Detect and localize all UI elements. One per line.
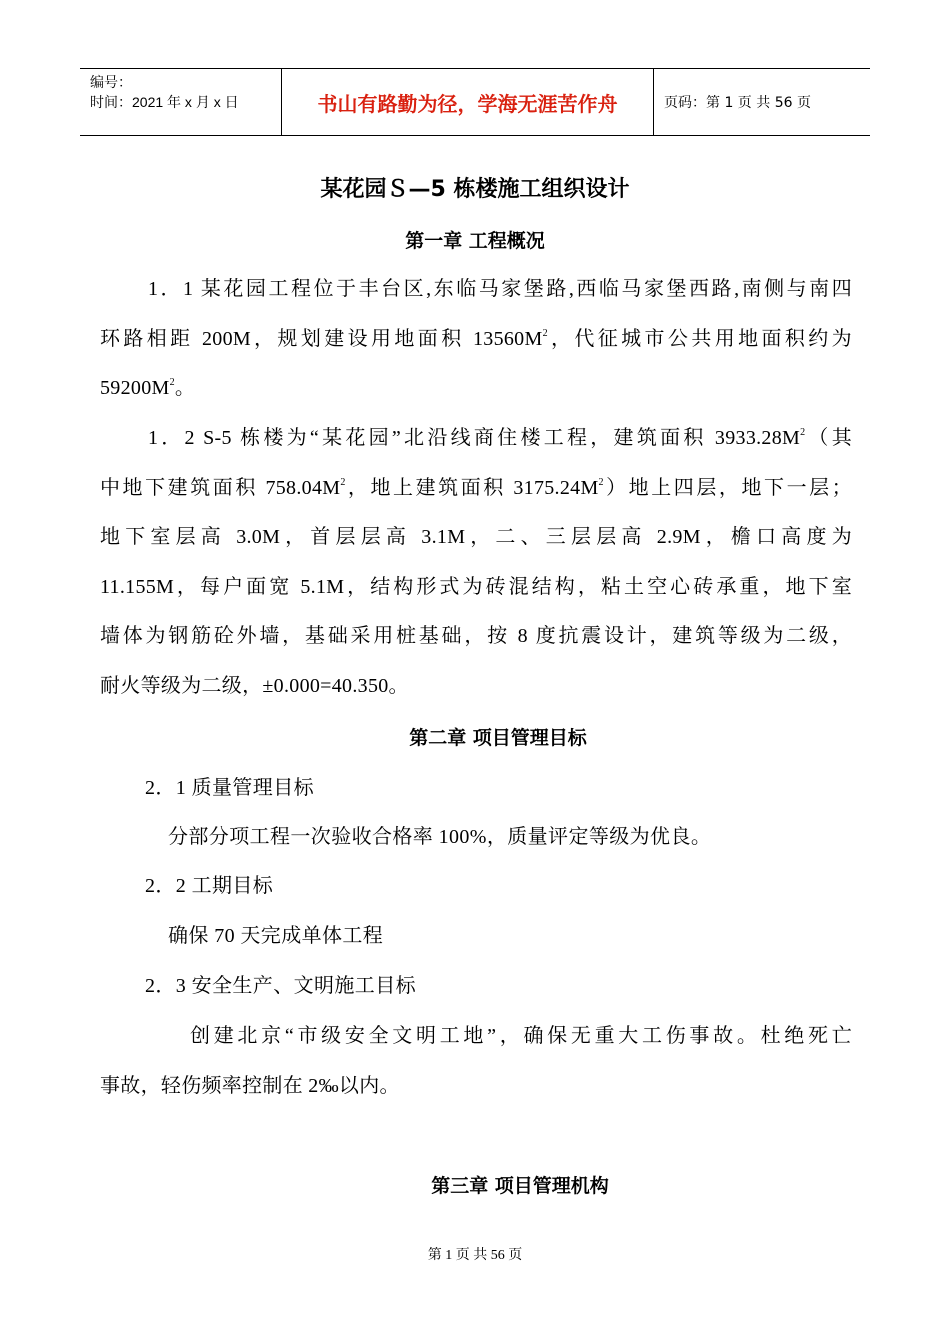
paragraph-line: 地下室层高 3.0M，首层层高 3.1M，二、三层层高 2.9M，檐口高度为 (100, 526, 852, 548)
section-2-3-heading: 2．3 安全生产、文明施工目标 (145, 975, 416, 997)
paragraph-line: 耐火等级为二级，±0.000=40.350。 (100, 674, 409, 697)
paragraph-line (100, 414, 852, 464)
chapter-2-title: 第二章 项目管理目标 (409, 727, 587, 749)
document-number-label: 编号： (90, 74, 132, 90)
chapter-3-title: 第三章 项目管理机构 (431, 1175, 609, 1197)
paragraph-line (100, 364, 852, 414)
text-run: 中地下建筑面积 758.04M (100, 476, 341, 499)
text-run: 。 (174, 377, 196, 399)
text-run: ，代征城市公共用地面积约为 (547, 327, 852, 350)
paragraph-line: 11.155M，每户面宽 5.1M，结构形式为砖混结构，粘土空心砖承重，地下室 (100, 575, 852, 598)
header-meta (80, 69, 282, 135)
text-run: 1．2 S-5 栋楼为“某花园”北沿线商住楼工程，建筑面积 3933.28M (148, 427, 801, 449)
paragraph-line: 事故，轻伤频率控制在 2‰以内。 (100, 1074, 400, 1097)
superscript: 2 (169, 377, 175, 388)
header-motto: 书山有路勤为径，学海无涯苦作舟 (282, 69, 654, 135)
superscript: 2 (598, 476, 604, 488)
paragraph-line: 墙体为钢筋砼外墙，基础采用桩基础，按 8 度抗震设计，建筑等级为二级， (100, 625, 852, 647)
header-page-info: 页码：第 1 页 共 56 页 (664, 95, 811, 111)
text-run: ）地上四层，地下一层； (603, 476, 852, 499)
text-run: 环路相距 200M，规划建设用地面积 13560M (100, 327, 543, 350)
paragraph-line (100, 315, 852, 365)
paragraph-line (100, 464, 852, 514)
superscript: 2 (340, 476, 346, 488)
chapter-1-title: 第一章 工程概况 (405, 230, 545, 252)
document-title: 某花园Ｓ—5 栋楼施工组织设计 (320, 177, 630, 202)
chapter-1-paragraph-1 (100, 265, 852, 414)
page-footer: 第 1 页 共 56 页 (427, 1248, 523, 1263)
section-2-2-heading: 2．2 工期目标 (145, 875, 274, 897)
paragraph-line: 创建北京“市级安全文明工地”，确保无重大工伤事故。杜绝死亡 (190, 1025, 852, 1047)
superscript: 2 (800, 427, 806, 438)
chapter-1-paragraph-2 (100, 414, 852, 711)
section-2-2-text: 确保 70 天完成单体工程 (168, 925, 384, 947)
page-header (80, 68, 870, 136)
section-2-3-text (100, 1012, 852, 1111)
document-date-label: 时间：2021 年 x 月 x 日 (90, 94, 239, 110)
text-run: 59200M (100, 377, 170, 399)
superscript: 2 (542, 327, 548, 339)
paragraph-line: 1．1 某花园工程位于丰台区,东临马家堡路,西临马家堡西路,南侧与南四 (148, 278, 852, 300)
section-2-1-heading: 2．1 质量管理目标 (145, 777, 314, 799)
text-run: （其 (805, 427, 852, 449)
text-run: ，地上建筑面积 3175.24M (345, 476, 599, 499)
section-2-1-text: 分部分项工程一次验收合格率 100%，质量评定等级为优良。 (168, 826, 712, 848)
